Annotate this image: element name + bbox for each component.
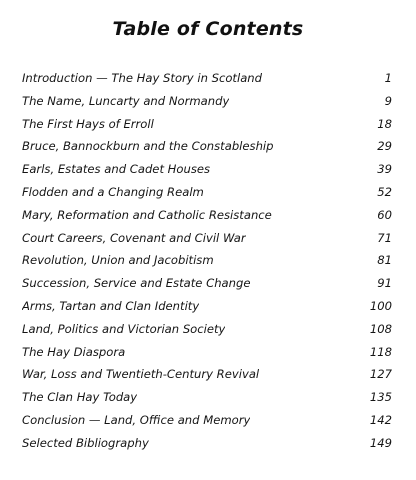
toc-page-number: 127 [369,367,392,382]
toc-page-number: 52 [377,184,392,199]
toc-row [22,367,392,390]
toc-entry-title: The Name, Luncarty and Normandy [22,93,230,108]
toc-row [22,413,392,436]
toc-entry-title: Land, Politics and Victorian Society [22,321,226,336]
toc-page-number: 135 [369,390,392,405]
toc-row [22,71,392,94]
toc-page-number: 100 [369,298,392,313]
toc-row [22,139,392,162]
toc-row [22,390,392,413]
toc-row [22,299,392,322]
toc-entry-title: The Hay Diaspora [22,344,126,359]
toc-page-number: 142 [369,412,392,427]
toc-row [22,253,392,276]
toc-entry-title: The Clan Hay Today [22,390,138,405]
toc-entry-title: Mary, Reformation and Catholic Resistance [22,207,272,222]
toc-entry-title: Conclusion — Land, Office and Memory [22,412,251,427]
toc-row [22,322,392,345]
toc-row [22,94,392,117]
toc-page-number: 39 [377,162,392,177]
toc-row [22,276,392,299]
toc-entry-title: Bruce, Bannockburn and the Constableship [22,139,274,154]
toc-page-number: 9 [384,93,392,108]
toc-page-number: 71 [377,230,392,245]
toc-row [22,208,392,231]
toc-page-number: 60 [377,207,392,222]
toc-row [22,345,392,368]
toc-entry-title: Succession, Service and Estate Change [22,276,251,291]
toc-row [22,185,392,208]
toc-page-number: 1 [384,71,392,85]
toc-entry-title: Arms, Tartan and Clan Identity [22,298,200,313]
toc-page-number: 108 [369,321,392,336]
toc-page-number: 81 [377,253,392,268]
toc-entry-title: Court Careers, Covenant and Civil War [22,230,246,245]
toc-page-number: 18 [377,116,392,131]
toc-list [22,71,392,459]
toc-page-number: 91 [377,276,392,291]
toc-entry-title: The First Hays of Erroll [22,116,154,131]
page-title: Table of Contents [112,18,304,40]
toc-entry-title: Earls, Estates and Cadet Houses [22,162,211,177]
toc-entry-title: Flodden and a Changing Realm [22,184,204,199]
toc-page-number: 29 [377,139,392,154]
toc-row [22,231,392,254]
toc-page-number: 149 [369,435,392,450]
toc-entry-title: War, Loss and Twentieth-Century Revival [22,367,260,382]
toc-page-number: 118 [369,344,392,359]
toc-row [22,436,392,459]
toc-row [22,117,392,140]
toc-entry-title: Selected Bibliography [22,435,149,450]
toc-entry-title: Revolution, Union and Jacobitism [22,253,214,268]
toc-row [22,162,392,185]
toc-entry-title: Introduction — The Hay Story in Scotland [22,71,263,85]
